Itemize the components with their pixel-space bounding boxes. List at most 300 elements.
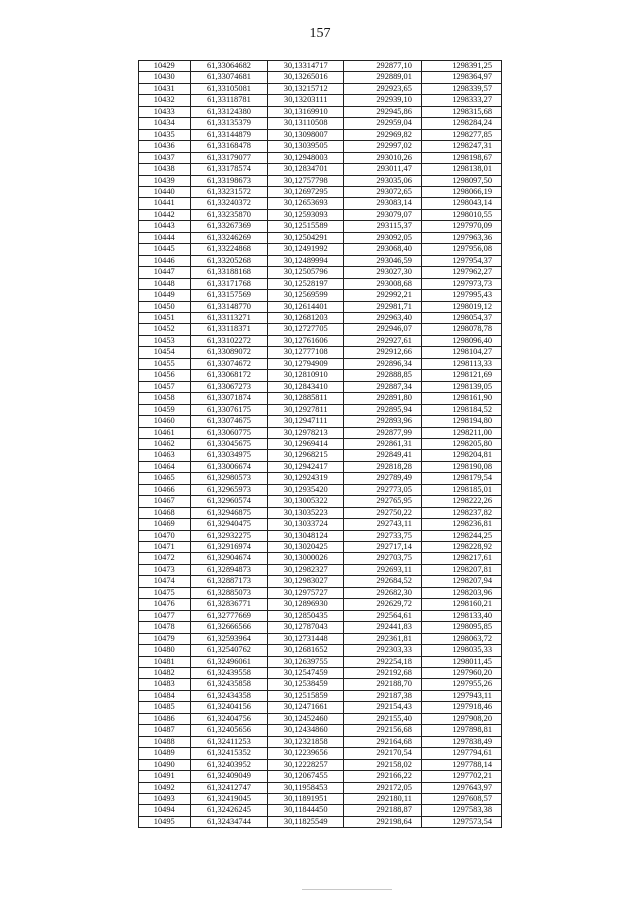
point-number-cell: 10429 bbox=[139, 61, 191, 72]
table-row bbox=[139, 175, 502, 186]
point-number-cell: 10485 bbox=[139, 702, 191, 713]
latitude-cell: 61,33113271 bbox=[190, 312, 268, 323]
table-row bbox=[139, 324, 502, 335]
latitude-cell: 61,33124380 bbox=[190, 106, 268, 117]
y-coordinate-cell: 1297970,09 bbox=[421, 221, 501, 232]
table-row bbox=[139, 633, 502, 644]
y-coordinate-cell: 1297908,20 bbox=[421, 713, 501, 724]
y-coordinate-cell: 1298097,50 bbox=[421, 175, 501, 186]
latitude-cell: 61,32904674 bbox=[190, 553, 268, 564]
x-coordinate-cell: 292750,22 bbox=[344, 507, 422, 518]
point-number-cell: 10457 bbox=[139, 381, 191, 392]
longitude-cell: 30,12777108 bbox=[268, 347, 344, 358]
latitude-cell: 61,33074675 bbox=[190, 416, 268, 427]
y-coordinate-cell: 1298205,80 bbox=[421, 438, 501, 449]
point-number-cell: 10444 bbox=[139, 232, 191, 243]
latitude-cell: 61,32412747 bbox=[190, 782, 268, 793]
longitude-cell: 30,12810910 bbox=[268, 370, 344, 381]
table-row bbox=[139, 347, 502, 358]
table-row bbox=[139, 656, 502, 667]
table-row bbox=[139, 335, 502, 346]
latitude-cell: 61,32434358 bbox=[190, 690, 268, 701]
coordinates-table bbox=[138, 60, 502, 828]
point-number-cell: 10483 bbox=[139, 679, 191, 690]
point-number-cell: 10445 bbox=[139, 244, 191, 255]
y-coordinate-cell: 1298222,26 bbox=[421, 496, 501, 507]
y-coordinate-cell: 1297608,57 bbox=[421, 794, 501, 805]
latitude-cell: 61,32404156 bbox=[190, 702, 268, 713]
x-coordinate-cell: 292939,10 bbox=[344, 95, 422, 106]
latitude-cell: 61,33118371 bbox=[190, 324, 268, 335]
point-number-cell: 10482 bbox=[139, 668, 191, 679]
latitude-cell: 61,33076175 bbox=[190, 404, 268, 415]
table-row bbox=[139, 725, 502, 736]
longitude-cell: 30,12569599 bbox=[268, 290, 344, 301]
latitude-cell: 61,33171768 bbox=[190, 278, 268, 289]
longitude-cell: 30,12942417 bbox=[268, 461, 344, 472]
table-row bbox=[139, 141, 502, 152]
x-coordinate-cell: 292155,40 bbox=[344, 713, 422, 724]
longitude-cell: 30,12731448 bbox=[268, 633, 344, 644]
y-coordinate-cell: 1297583,38 bbox=[421, 805, 501, 816]
table-row bbox=[139, 668, 502, 679]
point-number-cell: 10470 bbox=[139, 530, 191, 541]
longitude-cell: 30,12834701 bbox=[268, 164, 344, 175]
footer-line bbox=[302, 889, 392, 890]
longitude-cell: 30,12761606 bbox=[268, 335, 344, 346]
point-number-cell: 10468 bbox=[139, 507, 191, 518]
table-row bbox=[139, 118, 502, 129]
x-coordinate-cell: 292198,64 bbox=[344, 816, 422, 827]
page-number: 157 bbox=[309, 26, 331, 41]
point-number-cell: 10463 bbox=[139, 450, 191, 461]
latitude-cell: 61,33067273 bbox=[190, 381, 268, 392]
table-row bbox=[139, 129, 502, 140]
latitude-cell: 61,32887173 bbox=[190, 576, 268, 587]
x-coordinate-cell: 292629,72 bbox=[344, 599, 422, 610]
longitude-cell: 30,12504291 bbox=[268, 232, 344, 243]
point-number-cell: 10459 bbox=[139, 404, 191, 415]
point-number-cell: 10492 bbox=[139, 782, 191, 793]
point-number-cell: 10486 bbox=[139, 713, 191, 724]
y-coordinate-cell: 1298104,27 bbox=[421, 347, 501, 358]
longitude-cell: 30,12681203 bbox=[268, 312, 344, 323]
y-coordinate-cell: 1298078,78 bbox=[421, 324, 501, 335]
point-number-cell: 10495 bbox=[139, 816, 191, 827]
y-coordinate-cell: 1298204,81 bbox=[421, 450, 501, 461]
x-coordinate-cell: 292192,68 bbox=[344, 668, 422, 679]
table-row bbox=[139, 244, 502, 255]
latitude-cell: 61,33074681 bbox=[190, 72, 268, 83]
latitude-cell: 61,33235870 bbox=[190, 209, 268, 220]
x-coordinate-cell: 293083,14 bbox=[344, 198, 422, 209]
y-coordinate-cell: 1297918,46 bbox=[421, 702, 501, 713]
x-coordinate-cell: 292188,70 bbox=[344, 679, 422, 690]
y-coordinate-cell: 1297960,20 bbox=[421, 668, 501, 679]
table-row bbox=[139, 645, 502, 656]
table-row bbox=[139, 267, 502, 278]
y-coordinate-cell: 1298139,05 bbox=[421, 381, 501, 392]
point-number-cell: 10446 bbox=[139, 255, 191, 266]
longitude-cell: 30,13169910 bbox=[268, 106, 344, 117]
longitude-cell: 30,13048124 bbox=[268, 530, 344, 541]
x-coordinate-cell: 292743,11 bbox=[344, 519, 422, 530]
longitude-cell: 30,12794909 bbox=[268, 358, 344, 369]
x-coordinate-cell: 292188,87 bbox=[344, 805, 422, 816]
table-row bbox=[139, 404, 502, 415]
x-coordinate-cell: 293068,40 bbox=[344, 244, 422, 255]
y-coordinate-cell: 1297962,27 bbox=[421, 267, 501, 278]
y-coordinate-cell: 1298207,81 bbox=[421, 564, 501, 575]
y-coordinate-cell: 1298228,92 bbox=[421, 542, 501, 553]
y-coordinate-cell: 1297943,11 bbox=[421, 690, 501, 701]
x-coordinate-cell: 292765,95 bbox=[344, 496, 422, 507]
x-coordinate-cell: 292441,83 bbox=[344, 622, 422, 633]
x-coordinate-cell: 292912,66 bbox=[344, 347, 422, 358]
y-coordinate-cell: 1298066,19 bbox=[421, 186, 501, 197]
x-coordinate-cell: 292187,38 bbox=[344, 690, 422, 701]
table-row bbox=[139, 794, 502, 805]
latitude-cell: 61,33006674 bbox=[190, 461, 268, 472]
latitude-cell: 61,32419045 bbox=[190, 794, 268, 805]
point-number-cell: 10477 bbox=[139, 610, 191, 621]
y-coordinate-cell: 1298054,37 bbox=[421, 312, 501, 323]
latitude-cell: 61,32426245 bbox=[190, 805, 268, 816]
table-row bbox=[139, 255, 502, 266]
x-coordinate-cell: 292684,52 bbox=[344, 576, 422, 587]
x-coordinate-cell: 292889,01 bbox=[344, 72, 422, 83]
x-coordinate-cell: 292963,40 bbox=[344, 312, 422, 323]
y-coordinate-cell: 1298237,82 bbox=[421, 507, 501, 518]
y-coordinate-cell: 1298339,57 bbox=[421, 83, 501, 94]
point-number-cell: 10473 bbox=[139, 564, 191, 575]
x-coordinate-cell: 292170,54 bbox=[344, 748, 422, 759]
x-coordinate-cell: 292682,30 bbox=[344, 587, 422, 598]
table-row bbox=[139, 530, 502, 541]
table-row bbox=[139, 209, 502, 220]
y-coordinate-cell: 1298236,81 bbox=[421, 519, 501, 530]
latitude-cell: 61,32593964 bbox=[190, 633, 268, 644]
table-row bbox=[139, 370, 502, 381]
latitude-cell: 61,33034975 bbox=[190, 450, 268, 461]
x-coordinate-cell: 292156,68 bbox=[344, 725, 422, 736]
longitude-cell: 30,12697295 bbox=[268, 186, 344, 197]
x-coordinate-cell: 293046,59 bbox=[344, 255, 422, 266]
y-coordinate-cell: 1297573,54 bbox=[421, 816, 501, 827]
point-number-cell: 10447 bbox=[139, 267, 191, 278]
y-coordinate-cell: 1298113,33 bbox=[421, 358, 501, 369]
y-coordinate-cell: 1297973,73 bbox=[421, 278, 501, 289]
latitude-cell: 61,32946875 bbox=[190, 507, 268, 518]
longitude-cell: 30,13000026 bbox=[268, 553, 344, 564]
longitude-cell: 30,12593093 bbox=[268, 209, 344, 220]
y-coordinate-cell: 1298194,80 bbox=[421, 416, 501, 427]
y-coordinate-cell: 1298019,12 bbox=[421, 301, 501, 312]
y-coordinate-cell: 1298217,61 bbox=[421, 553, 501, 564]
longitude-cell: 30,12228257 bbox=[268, 759, 344, 770]
table-row bbox=[139, 782, 502, 793]
x-coordinate-cell: 292180,11 bbox=[344, 794, 422, 805]
longitude-cell: 30,12505796 bbox=[268, 267, 344, 278]
longitude-cell: 30,12948003 bbox=[268, 152, 344, 163]
latitude-cell: 61,33102272 bbox=[190, 335, 268, 346]
point-number-cell: 10442 bbox=[139, 209, 191, 220]
y-coordinate-cell: 1298121,69 bbox=[421, 370, 501, 381]
table-row bbox=[139, 564, 502, 575]
table-row bbox=[139, 438, 502, 449]
table-row bbox=[139, 461, 502, 472]
point-number-cell: 10452 bbox=[139, 324, 191, 335]
x-coordinate-cell: 292893,96 bbox=[344, 416, 422, 427]
latitude-cell: 61,32777669 bbox=[190, 610, 268, 621]
latitude-cell: 61,32960574 bbox=[190, 496, 268, 507]
longitude-cell: 30,12515589 bbox=[268, 221, 344, 232]
longitude-cell: 30,12978213 bbox=[268, 427, 344, 438]
longitude-cell: 30,12452460 bbox=[268, 713, 344, 724]
point-number-cell: 10456 bbox=[139, 370, 191, 381]
latitude-cell: 61,32404756 bbox=[190, 713, 268, 724]
y-coordinate-cell: 1298010,55 bbox=[421, 209, 501, 220]
x-coordinate-cell: 292154,43 bbox=[344, 702, 422, 713]
x-coordinate-cell: 293027,30 bbox=[344, 267, 422, 278]
x-coordinate-cell: 292945,86 bbox=[344, 106, 422, 117]
y-coordinate-cell: 1298011,45 bbox=[421, 656, 501, 667]
y-coordinate-cell: 1298161,90 bbox=[421, 393, 501, 404]
y-coordinate-cell: 1297955,26 bbox=[421, 679, 501, 690]
point-number-cell: 10469 bbox=[139, 519, 191, 530]
y-coordinate-cell: 1297788,14 bbox=[421, 759, 501, 770]
point-number-cell: 10443 bbox=[139, 221, 191, 232]
table-row bbox=[139, 519, 502, 530]
longitude-cell: 30,12727705 bbox=[268, 324, 344, 335]
y-coordinate-cell: 1297956,08 bbox=[421, 244, 501, 255]
latitude-cell: 61,32932275 bbox=[190, 530, 268, 541]
point-number-cell: 10484 bbox=[139, 690, 191, 701]
table-row bbox=[139, 106, 502, 117]
table-row bbox=[139, 587, 502, 598]
latitude-cell: 61,33205268 bbox=[190, 255, 268, 266]
point-number-cell: 10471 bbox=[139, 542, 191, 553]
point-number-cell: 10449 bbox=[139, 290, 191, 301]
latitude-cell: 61,32496061 bbox=[190, 656, 268, 667]
x-coordinate-cell: 292166,22 bbox=[344, 771, 422, 782]
longitude-cell: 30,11958453 bbox=[268, 782, 344, 793]
latitude-cell: 61,32439558 bbox=[190, 668, 268, 679]
table-row bbox=[139, 496, 502, 507]
latitude-cell: 61,33267369 bbox=[190, 221, 268, 232]
point-number-cell: 10478 bbox=[139, 622, 191, 633]
latitude-cell: 61,33135379 bbox=[190, 118, 268, 129]
latitude-cell: 61,33240372 bbox=[190, 198, 268, 209]
latitude-cell: 61,33118781 bbox=[190, 95, 268, 106]
longitude-cell: 30,12983027 bbox=[268, 576, 344, 587]
point-number-cell: 10481 bbox=[139, 656, 191, 667]
table-row bbox=[139, 679, 502, 690]
table-row bbox=[139, 427, 502, 438]
x-coordinate-cell: 292946,07 bbox=[344, 324, 422, 335]
longitude-cell: 30,12067455 bbox=[268, 771, 344, 782]
point-number-cell: 10462 bbox=[139, 438, 191, 449]
latitude-cell: 61,32916974 bbox=[190, 542, 268, 553]
x-coordinate-cell: 292564,61 bbox=[344, 610, 422, 621]
longitude-cell: 30,12653693 bbox=[268, 198, 344, 209]
x-coordinate-cell: 292959,04 bbox=[344, 118, 422, 129]
longitude-cell: 30,12843410 bbox=[268, 381, 344, 392]
point-number-cell: 10458 bbox=[139, 393, 191, 404]
point-number-cell: 10461 bbox=[139, 427, 191, 438]
latitude-cell: 61,33246269 bbox=[190, 232, 268, 243]
x-coordinate-cell: 292969,82 bbox=[344, 129, 422, 140]
y-coordinate-cell: 1298333,27 bbox=[421, 95, 501, 106]
latitude-cell: 61,32415352 bbox=[190, 748, 268, 759]
point-number-cell: 10493 bbox=[139, 794, 191, 805]
point-number-cell: 10480 bbox=[139, 645, 191, 656]
x-coordinate-cell: 293092,05 bbox=[344, 232, 422, 243]
y-coordinate-cell: 1298138,01 bbox=[421, 164, 501, 175]
point-number-cell: 10450 bbox=[139, 301, 191, 312]
point-number-cell: 10439 bbox=[139, 175, 191, 186]
x-coordinate-cell: 292887,34 bbox=[344, 381, 422, 392]
y-coordinate-cell: 1298284,24 bbox=[421, 118, 501, 129]
x-coordinate-cell: 292861,31 bbox=[344, 438, 422, 449]
y-coordinate-cell: 1297702,21 bbox=[421, 771, 501, 782]
table-row bbox=[139, 232, 502, 243]
latitude-cell: 61,33074672 bbox=[190, 358, 268, 369]
longitude-cell: 30,12547459 bbox=[268, 668, 344, 679]
table-row bbox=[139, 198, 502, 209]
table-row bbox=[139, 599, 502, 610]
point-number-cell: 10432 bbox=[139, 95, 191, 106]
y-coordinate-cell: 1298247,31 bbox=[421, 141, 501, 152]
point-number-cell: 10490 bbox=[139, 759, 191, 770]
table-row bbox=[139, 805, 502, 816]
x-coordinate-cell: 292896,34 bbox=[344, 358, 422, 369]
y-coordinate-cell: 1298160,21 bbox=[421, 599, 501, 610]
longitude-cell: 30,13020425 bbox=[268, 542, 344, 553]
coordinates-table-body bbox=[139, 61, 502, 828]
x-coordinate-cell: 292849,41 bbox=[344, 450, 422, 461]
point-number-cell: 10476 bbox=[139, 599, 191, 610]
point-number-cell: 10474 bbox=[139, 576, 191, 587]
table-row bbox=[139, 736, 502, 747]
x-coordinate-cell: 292361,81 bbox=[344, 633, 422, 644]
x-coordinate-cell: 293079,07 bbox=[344, 209, 422, 220]
longitude-cell: 30,12975727 bbox=[268, 587, 344, 598]
latitude-cell: 61,32435858 bbox=[190, 679, 268, 690]
y-coordinate-cell: 1298315,68 bbox=[421, 106, 501, 117]
table-row bbox=[139, 473, 502, 484]
point-number-cell: 10438 bbox=[139, 164, 191, 175]
x-coordinate-cell: 292164,68 bbox=[344, 736, 422, 747]
x-coordinate-cell: 292158,02 bbox=[344, 759, 422, 770]
longitude-cell: 30,12515859 bbox=[268, 690, 344, 701]
point-number-cell: 10460 bbox=[139, 416, 191, 427]
y-coordinate-cell: 1297794,61 bbox=[421, 748, 501, 759]
longitude-cell: 30,12968215 bbox=[268, 450, 344, 461]
table-row bbox=[139, 690, 502, 701]
y-coordinate-cell: 1298190,08 bbox=[421, 461, 501, 472]
point-number-cell: 10494 bbox=[139, 805, 191, 816]
latitude-cell: 61,33198673 bbox=[190, 175, 268, 186]
longitude-cell: 30,13314717 bbox=[268, 61, 344, 72]
longitude-cell: 30,13005322 bbox=[268, 496, 344, 507]
longitude-cell: 30,12947111 bbox=[268, 416, 344, 427]
y-coordinate-cell: 1298211,00 bbox=[421, 427, 501, 438]
table-row bbox=[139, 702, 502, 713]
point-number-cell: 10441 bbox=[139, 198, 191, 209]
point-number-cell: 10479 bbox=[139, 633, 191, 644]
point-number-cell: 10451 bbox=[139, 312, 191, 323]
point-number-cell: 10487 bbox=[139, 725, 191, 736]
table-row bbox=[139, 622, 502, 633]
y-coordinate-cell: 1298364,97 bbox=[421, 72, 501, 83]
table-row bbox=[139, 186, 502, 197]
longitude-cell: 30,11825549 bbox=[268, 816, 344, 827]
table-row bbox=[139, 95, 502, 106]
longitude-cell: 30,11891951 bbox=[268, 794, 344, 805]
table-row bbox=[139, 576, 502, 587]
y-coordinate-cell: 1297643,97 bbox=[421, 782, 501, 793]
longitude-cell: 30,12538459 bbox=[268, 679, 344, 690]
latitude-cell: 61,33224868 bbox=[190, 244, 268, 255]
x-coordinate-cell: 292789,49 bbox=[344, 473, 422, 484]
point-number-cell: 10430 bbox=[139, 72, 191, 83]
x-coordinate-cell: 293072,65 bbox=[344, 186, 422, 197]
table-row bbox=[139, 713, 502, 724]
table-row bbox=[139, 507, 502, 518]
point-number-cell: 10464 bbox=[139, 461, 191, 472]
x-coordinate-cell: 292997,02 bbox=[344, 141, 422, 152]
table-row bbox=[139, 748, 502, 759]
point-number-cell: 10436 bbox=[139, 141, 191, 152]
longitude-cell: 30,12924319 bbox=[268, 473, 344, 484]
x-coordinate-cell: 292254,18 bbox=[344, 656, 422, 667]
y-coordinate-cell: 1298063,72 bbox=[421, 633, 501, 644]
latitude-cell: 61,33064682 bbox=[190, 61, 268, 72]
y-coordinate-cell: 1298184,52 bbox=[421, 404, 501, 415]
point-number-cell: 10434 bbox=[139, 118, 191, 129]
longitude-cell: 30,12491992 bbox=[268, 244, 344, 255]
latitude-cell: 61,33157569 bbox=[190, 290, 268, 301]
longitude-cell: 30,13035223 bbox=[268, 507, 344, 518]
longitude-cell: 30,12681652 bbox=[268, 645, 344, 656]
y-coordinate-cell: 1298179,54 bbox=[421, 473, 501, 484]
longitude-cell: 30,13265016 bbox=[268, 72, 344, 83]
x-coordinate-cell: 293035,06 bbox=[344, 175, 422, 186]
y-coordinate-cell: 1298133,40 bbox=[421, 610, 501, 621]
latitude-cell: 61,32940475 bbox=[190, 519, 268, 530]
table-row bbox=[139, 484, 502, 495]
longitude-cell: 30,13098007 bbox=[268, 129, 344, 140]
table-row bbox=[139, 61, 502, 72]
point-number-cell: 10489 bbox=[139, 748, 191, 759]
y-coordinate-cell: 1297898,81 bbox=[421, 725, 501, 736]
table-row bbox=[139, 759, 502, 770]
point-number-cell: 10472 bbox=[139, 553, 191, 564]
x-coordinate-cell: 292895,94 bbox=[344, 404, 422, 415]
latitude-cell: 61,33060775 bbox=[190, 427, 268, 438]
longitude-cell: 30,12969414 bbox=[268, 438, 344, 449]
longitude-cell: 30,12239656 bbox=[268, 748, 344, 759]
y-coordinate-cell: 1298207,94 bbox=[421, 576, 501, 587]
y-coordinate-cell: 1298185,01 bbox=[421, 484, 501, 495]
point-number-cell: 10475 bbox=[139, 587, 191, 598]
point-number-cell: 10455 bbox=[139, 358, 191, 369]
latitude-cell: 61,33071874 bbox=[190, 393, 268, 404]
table-row bbox=[139, 290, 502, 301]
point-number-cell: 10433 bbox=[139, 106, 191, 117]
longitude-cell: 30,12896930 bbox=[268, 599, 344, 610]
